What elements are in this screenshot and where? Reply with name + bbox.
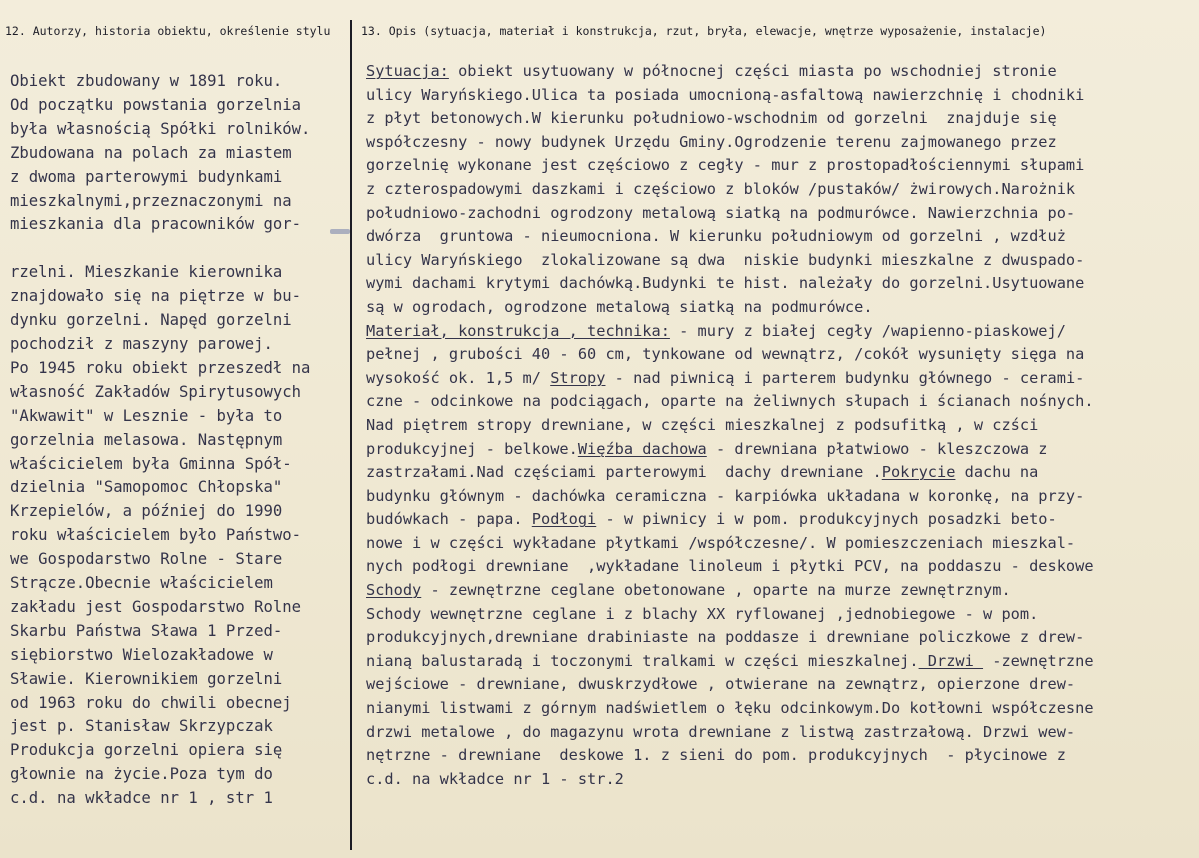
- description-text-line: [366, 673, 1094, 697]
- history-text-line: mieszkania dla pracowników gor-: [10, 215, 302, 234]
- history-text-line: [10, 237, 310, 261]
- section-keyword: Pokrycie: [881, 463, 956, 482]
- text-segment: są w ogrodach, ogrodzone metalową siatką na podmurówce.: [366, 297, 873, 316]
- description-text-line: [366, 178, 1094, 202]
- history-text-line: była własnością Spółki rolników.: [10, 119, 311, 138]
- history-text-line: Strącze.Obecnie właścicielem: [10, 574, 273, 593]
- text-segment: nianymi listwami z górnym nadświetlem o łęku odcinkowym.Do kotłowni współczesne: [366, 699, 1094, 718]
- description-text-line: [366, 367, 1094, 391]
- history-text-line: Sławie. Kierownikiem gorzelni: [10, 669, 283, 688]
- description-text-line: [366, 532, 1094, 556]
- section-13-header: 13. Opis (sytuacja, materiał i konstrukcja, rzut, bryła, elewacje, wnętrze wyposażenie, instalacje): [361, 24, 1047, 38]
- history-text-line: od 1963 roku do chwili obecnej: [10, 693, 292, 712]
- text-segment: -zewnętrzne: [983, 651, 1094, 670]
- text-segment: nętrzne - drewniane deskowe 1. z sieni do pom. produkcyjnych - płycinowe z: [366, 746, 1066, 765]
- text-segment: zastrzałami.Nad częściami parterowymi dachy drewniane .: [366, 463, 882, 482]
- section-keyword: Materiał, konstrukcja , technika:: [366, 321, 670, 340]
- text-segment: nowe i w części wykładane płytkami /współczesne/. W pomieszczeniach mieszkal-: [366, 533, 1076, 552]
- history-text-line: pochodził z maszyny parowej.: [10, 334, 273, 353]
- section-keyword: Schody: [366, 581, 422, 600]
- history-text-line: dynku gorzelni. Napęd gorzelni: [10, 311, 292, 330]
- history-text-line: właścicielem była Gminna Spół-: [10, 454, 292, 473]
- text-segment: budynku głównym - dachówka ceramiczna - karpiówka układana w koronkę, na przy-: [366, 486, 1085, 505]
- history-text-line: Od początku powstania gorzelnia: [10, 95, 302, 114]
- description-text-column: [366, 60, 1094, 791]
- text-segment: południowo-zachodni ogrodzony metalową siatką na podmurówce. Nawierzchnia po-: [366, 203, 1076, 222]
- description-text-line: [366, 225, 1094, 249]
- history-text-line: Zbudowana na polach za miastem: [10, 143, 292, 162]
- description-text-line: [366, 60, 1094, 84]
- description-text-line: [366, 84, 1094, 108]
- text-segment: ulicy Waryńskiego zlokalizowane są dwa niskie budynki mieszkalne z dwuspado-: [366, 250, 1085, 269]
- text-segment: drzwi metalowe , do magazynu wrota drewniane z listwą zastrzałową. Drzwi wew-: [366, 722, 1076, 741]
- ink-smudge-mark: [330, 229, 350, 234]
- text-segment: - zewnętrzne ceglane obetonowane , oparte na murze zewnętrznym.: [421, 581, 1011, 600]
- history-text-line: gorzelnia melasowa. Następnym: [10, 430, 283, 449]
- description-text-line: [366, 555, 1094, 579]
- history-text-line: Krzepielów, a później do 1990: [10, 502, 283, 521]
- history-text-column: [10, 70, 310, 811]
- description-text-line: [366, 461, 1094, 485]
- description-text-line: [366, 343, 1094, 367]
- description-text-line: [366, 390, 1094, 414]
- history-text-line: Skarbu Państwa Sława 1 Przed-: [10, 621, 283, 640]
- description-text-line: [366, 272, 1094, 296]
- text-segment: wysokość ok. 1,5 m/: [366, 368, 551, 387]
- history-text-line: Produkcja gorzelni opiera się: [10, 741, 283, 760]
- description-text-line: [366, 768, 1094, 792]
- section-keyword: Sytuacja:: [366, 62, 449, 80]
- history-text-line: Po 1945 roku obiekt przeszedł na: [10, 358, 311, 377]
- history-text-line: własność Zakładów Spirytusowych: [10, 382, 302, 401]
- description-text-line: [366, 320, 1094, 344]
- text-segment: produkcyjnej - belkowe.: [366, 439, 578, 458]
- description-text-line: [366, 414, 1094, 438]
- text-segment: c.d. na wkładce nr 1 - str.2: [366, 769, 624, 788]
- column-divider: [350, 20, 352, 850]
- text-segment: z płyt betonowych.W kierunku południowo-wschodnim od gorzelni znajduje się: [366, 109, 1057, 128]
- text-segment: dwórza gruntowa - nieumocniona. W kierunku południowym od gorzelni , wzdłuż: [366, 227, 1066, 246]
- history-text-line: "Akwawit" w Lesznie - była to: [10, 406, 283, 425]
- history-text-line: c.d. na wkładce nr 1 , str 1: [10, 789, 273, 808]
- description-text-line: [366, 721, 1094, 745]
- text-segment: budówkach - papa.: [366, 510, 532, 529]
- text-segment: produkcyjnych,drewniane drabiniaste na poddasze i drewniane policzkowe z drew-: [366, 628, 1085, 647]
- history-text-line: jest p. Stanisław Skrzypczak: [10, 717, 273, 736]
- history-text-line: mieszkalnymi,przeznaczonymi na: [10, 191, 292, 210]
- section-keyword: Więźba dachowa: [577, 439, 707, 458]
- text-segment: - drewniana płatwiowo - kleszczowa z: [706, 439, 1048, 458]
- text-segment: - w piwnicy i w pom. produkcyjnych posadzki beto-: [596, 510, 1057, 529]
- description-text-line: [366, 603, 1094, 627]
- description-text-line: [366, 579, 1094, 603]
- history-text-line: głownie na życie.Poza tym do: [10, 765, 273, 784]
- text-segment: nianą balustaradą i toczonymi tralkami w części mieszkalnej.: [366, 651, 919, 670]
- text-segment: współczesny - nowy budynek Urzędu Gminy.Ogrodzenie terenu zajmowanego przez: [366, 132, 1057, 151]
- description-text-line: [366, 296, 1094, 320]
- description-text-line: [366, 697, 1094, 721]
- history-text-line: rzelni. Mieszkanie kierownika: [10, 263, 283, 282]
- text-segment: - mury z białej cegły /wapienno-piaskowej/: [669, 321, 1066, 340]
- description-text-line: [366, 485, 1094, 509]
- text-segment: ulicy Waryńskiego.Ulica ta posiada umocnioną-asfaltową nawierzchnię i chodniki: [366, 85, 1085, 104]
- description-text-line: [366, 626, 1094, 650]
- description-text-line: [366, 650, 1094, 674]
- text-segment: Schody wewnętrzne ceglane i z blachy XX ryflowanej ,jednobiegowe - w pom.: [366, 604, 1039, 623]
- text-segment: wejściowe - drewniane, dwuskrzydłowe , otwierane na zewnątrz, opierzone drew-: [366, 675, 1076, 694]
- text-segment: wymi dachami krytymi dachówką.Budynki te hist. należały do gorzelni.Usytuowane: [366, 274, 1085, 293]
- history-text-line: roku właścicielem było Państwo-: [10, 526, 302, 545]
- history-text-line: z dwoma parterowymi budynkami: [10, 167, 283, 186]
- text-segment: obiekt usytuowany w północnej części miasta po wschodniej stronie: [448, 62, 1057, 80]
- history-text-line: siębiorstwo Wielozakładowe w: [10, 645, 273, 664]
- description-text-line: [366, 744, 1094, 768]
- text-segment: - nad piwnicą i parterem budynku głównego - cerami-: [605, 368, 1085, 387]
- text-segment: Nad piętrem stropy drewniane, w części mieszkalnej z podsufitką , w czści: [366, 415, 1039, 434]
- text-segment: pełnej , grubości 40 - 60 cm, tynkowane od wewnątrz, /cokół wysunięty sięga na: [366, 345, 1085, 364]
- description-text-line: [366, 508, 1094, 532]
- text-segment: gorzelnię wykonane jest częściowo z cegły - mur z prostopadłościennymi słupami: [366, 156, 1085, 175]
- section-keyword: Stropy: [550, 368, 606, 387]
- description-text-line: [366, 202, 1094, 226]
- section-12-header: 12. Autorzy, historia obiektu, określenie stylu: [5, 24, 331, 38]
- history-text-line: dzielnia "Samopomoc Chłopska": [10, 478, 283, 497]
- description-text-line: [366, 154, 1094, 178]
- text-segment: z czterospadowymi daszkami i częściowo z bloków /pustaków/ żwirowych.Narożnik: [366, 179, 1076, 198]
- text-segment: nych podłogi drewniane ,wykładane linoleum i płytki PCV, na poddaszu - deskowe: [366, 557, 1094, 576]
- history-text-line: zakładu jest Gospodarstwo Rolne: [10, 597, 302, 616]
- description-text-line: [366, 249, 1094, 273]
- description-text-line: [366, 438, 1094, 462]
- history-text-line: Obiekt zbudowany w 1891 roku.: [10, 72, 283, 90]
- history-text-line: we Gospodarstwo Rolne - Stare: [10, 550, 283, 569]
- description-text-line: [366, 107, 1094, 131]
- text-segment: czne - odcinkowe na podciągach, oparte na żeliwnych słupach i ścianach nośnych.: [366, 392, 1094, 411]
- section-keyword: Drzwi: [918, 651, 984, 670]
- text-segment: dachu na: [955, 463, 1039, 482]
- description-text-line: [366, 131, 1094, 155]
- section-keyword: Podłogi: [531, 510, 597, 529]
- history-text-line: znajdowało się na piętrze w bu-: [10, 287, 302, 306]
